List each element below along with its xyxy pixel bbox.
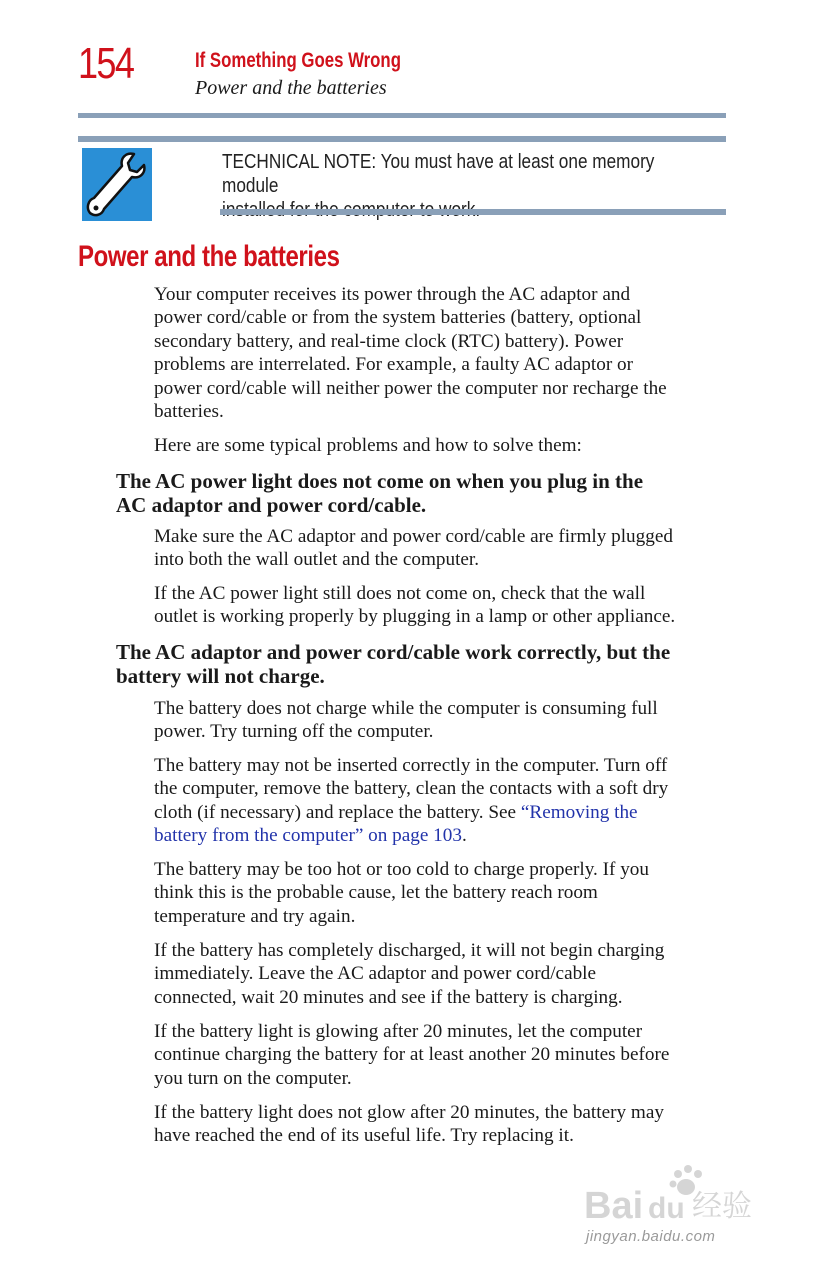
- text-line: temperature and try again.: [154, 905, 356, 927]
- text-line: If the AC power light still does not come on, check that the wall: [154, 583, 646, 604]
- technical-note-line-1: TECHNICAL NOTE: You must have at least one memory module: [222, 151, 655, 197]
- text-line: power cord/cable or from the system batteries (battery, optional: [154, 307, 642, 329]
- wrench-icon: [82, 148, 152, 221]
- solution-paragraph: [154, 582, 730, 629]
- text-line: the computer, remove the battery, clean the contacts with a soft dry: [154, 778, 669, 800]
- text-line: The AC power light does not come on when you plug in the: [116, 469, 644, 493]
- text-line: If the battery light is glowing after 20 minutes, let the computer: [154, 1021, 643, 1042]
- text-line: Make sure the AC adaptor and power cord/cable are firmly plugged: [154, 526, 673, 547]
- text-line: connected, wait 20 minutes and see if the battery is charging.: [154, 986, 623, 1008]
- text-line: secondary battery, and real-time clock (RTC) battery). Power: [154, 330, 624, 352]
- text-line: AC adaptor and power cord/cable.: [116, 493, 427, 517]
- text-line: [154, 801, 730, 824]
- text-line: think this is the probable cause, let the battery reach room: [154, 882, 598, 904]
- text-line: If the battery has completely discharged, it will not begin charging: [154, 940, 665, 961]
- solution-paragraph: [154, 1101, 730, 1148]
- solution-paragraph: [154, 525, 730, 572]
- text-span: cloth (if necessary) and replace the battery. See: [154, 801, 521, 823]
- text-line: power cord/cable will neither power the computer nor recharge the: [154, 377, 667, 399]
- text-line: Your computer receives its power through the AC adaptor and: [154, 284, 631, 305]
- technical-note-rule: [220, 209, 726, 215]
- svg-text:Bai: Bai: [584, 1185, 644, 1227]
- text-line: Here are some typical problems and how to solve them:: [154, 435, 582, 456]
- solution-paragraph: [154, 858, 730, 928]
- solution-paragraph: [154, 754, 730, 848]
- text-line: have reached the end of its useful life. Try replacing it.: [154, 1125, 574, 1147]
- section-subtitle: Power and the batteries: [195, 77, 387, 99]
- chapter-title: If Something Goes Wrong: [195, 49, 401, 72]
- intro-paragraph: [154, 283, 730, 423]
- text-span: .: [461, 825, 467, 847]
- text-line: problems are interrelated. For example, a faulty AC adaptor or: [154, 354, 633, 376]
- header-rule-top: [78, 113, 726, 118]
- solution-paragraph: [154, 697, 730, 744]
- watermark-url: jingyan.baidu.com: [586, 1228, 716, 1245]
- text-line: power. Try turning off the computer.: [154, 721, 434, 743]
- header-rule-bottom: [78, 136, 726, 142]
- page-number: 154: [78, 39, 134, 88]
- text-line: outlet is working properly by plugging in a lamp or other appliance.: [154, 606, 676, 628]
- lead-in-paragraph: [154, 434, 730, 457]
- text-line: [154, 824, 730, 847]
- solution-paragraph: [154, 1020, 730, 1090]
- text-line: If the battery light does not glow after 20 minutes, the battery may: [154, 1102, 664, 1123]
- problem-heading: [116, 640, 736, 688]
- svg-text:经验: 经验: [692, 1189, 752, 1224]
- text-line: continue charging the battery for at least another 20 minutes before: [154, 1044, 670, 1066]
- cross-reference-link-cont[interactable]: battery from the computer” on page 103: [154, 825, 462, 847]
- text-line: The AC adaptor and power cord/cable work correctly, but the: [116, 640, 671, 664]
- cross-reference-link[interactable]: “Removing the: [520, 801, 638, 823]
- svg-text:du: du: [648, 1192, 685, 1225]
- text-line: The battery does not charge while the computer is consuming full: [154, 698, 658, 719]
- text-line: The battery may not be inserted correctly in the computer. Turn off: [154, 755, 668, 776]
- text-line: The battery may be too hot or too cold to charge properly. If you: [154, 859, 649, 880]
- text-line: you turn on the computer.: [154, 1067, 352, 1089]
- problem-heading: [116, 469, 736, 517]
- text-line: battery will not charge.: [116, 664, 325, 688]
- section-heading: Power and the batteries: [78, 240, 340, 273]
- text-line: batteries.: [154, 401, 224, 423]
- solution-paragraph: [154, 939, 730, 1009]
- text-line: into both the wall outlet and the computer.: [154, 549, 480, 571]
- text-line: immediately. Leave the AC adaptor and power cord/cable: [154, 963, 597, 985]
